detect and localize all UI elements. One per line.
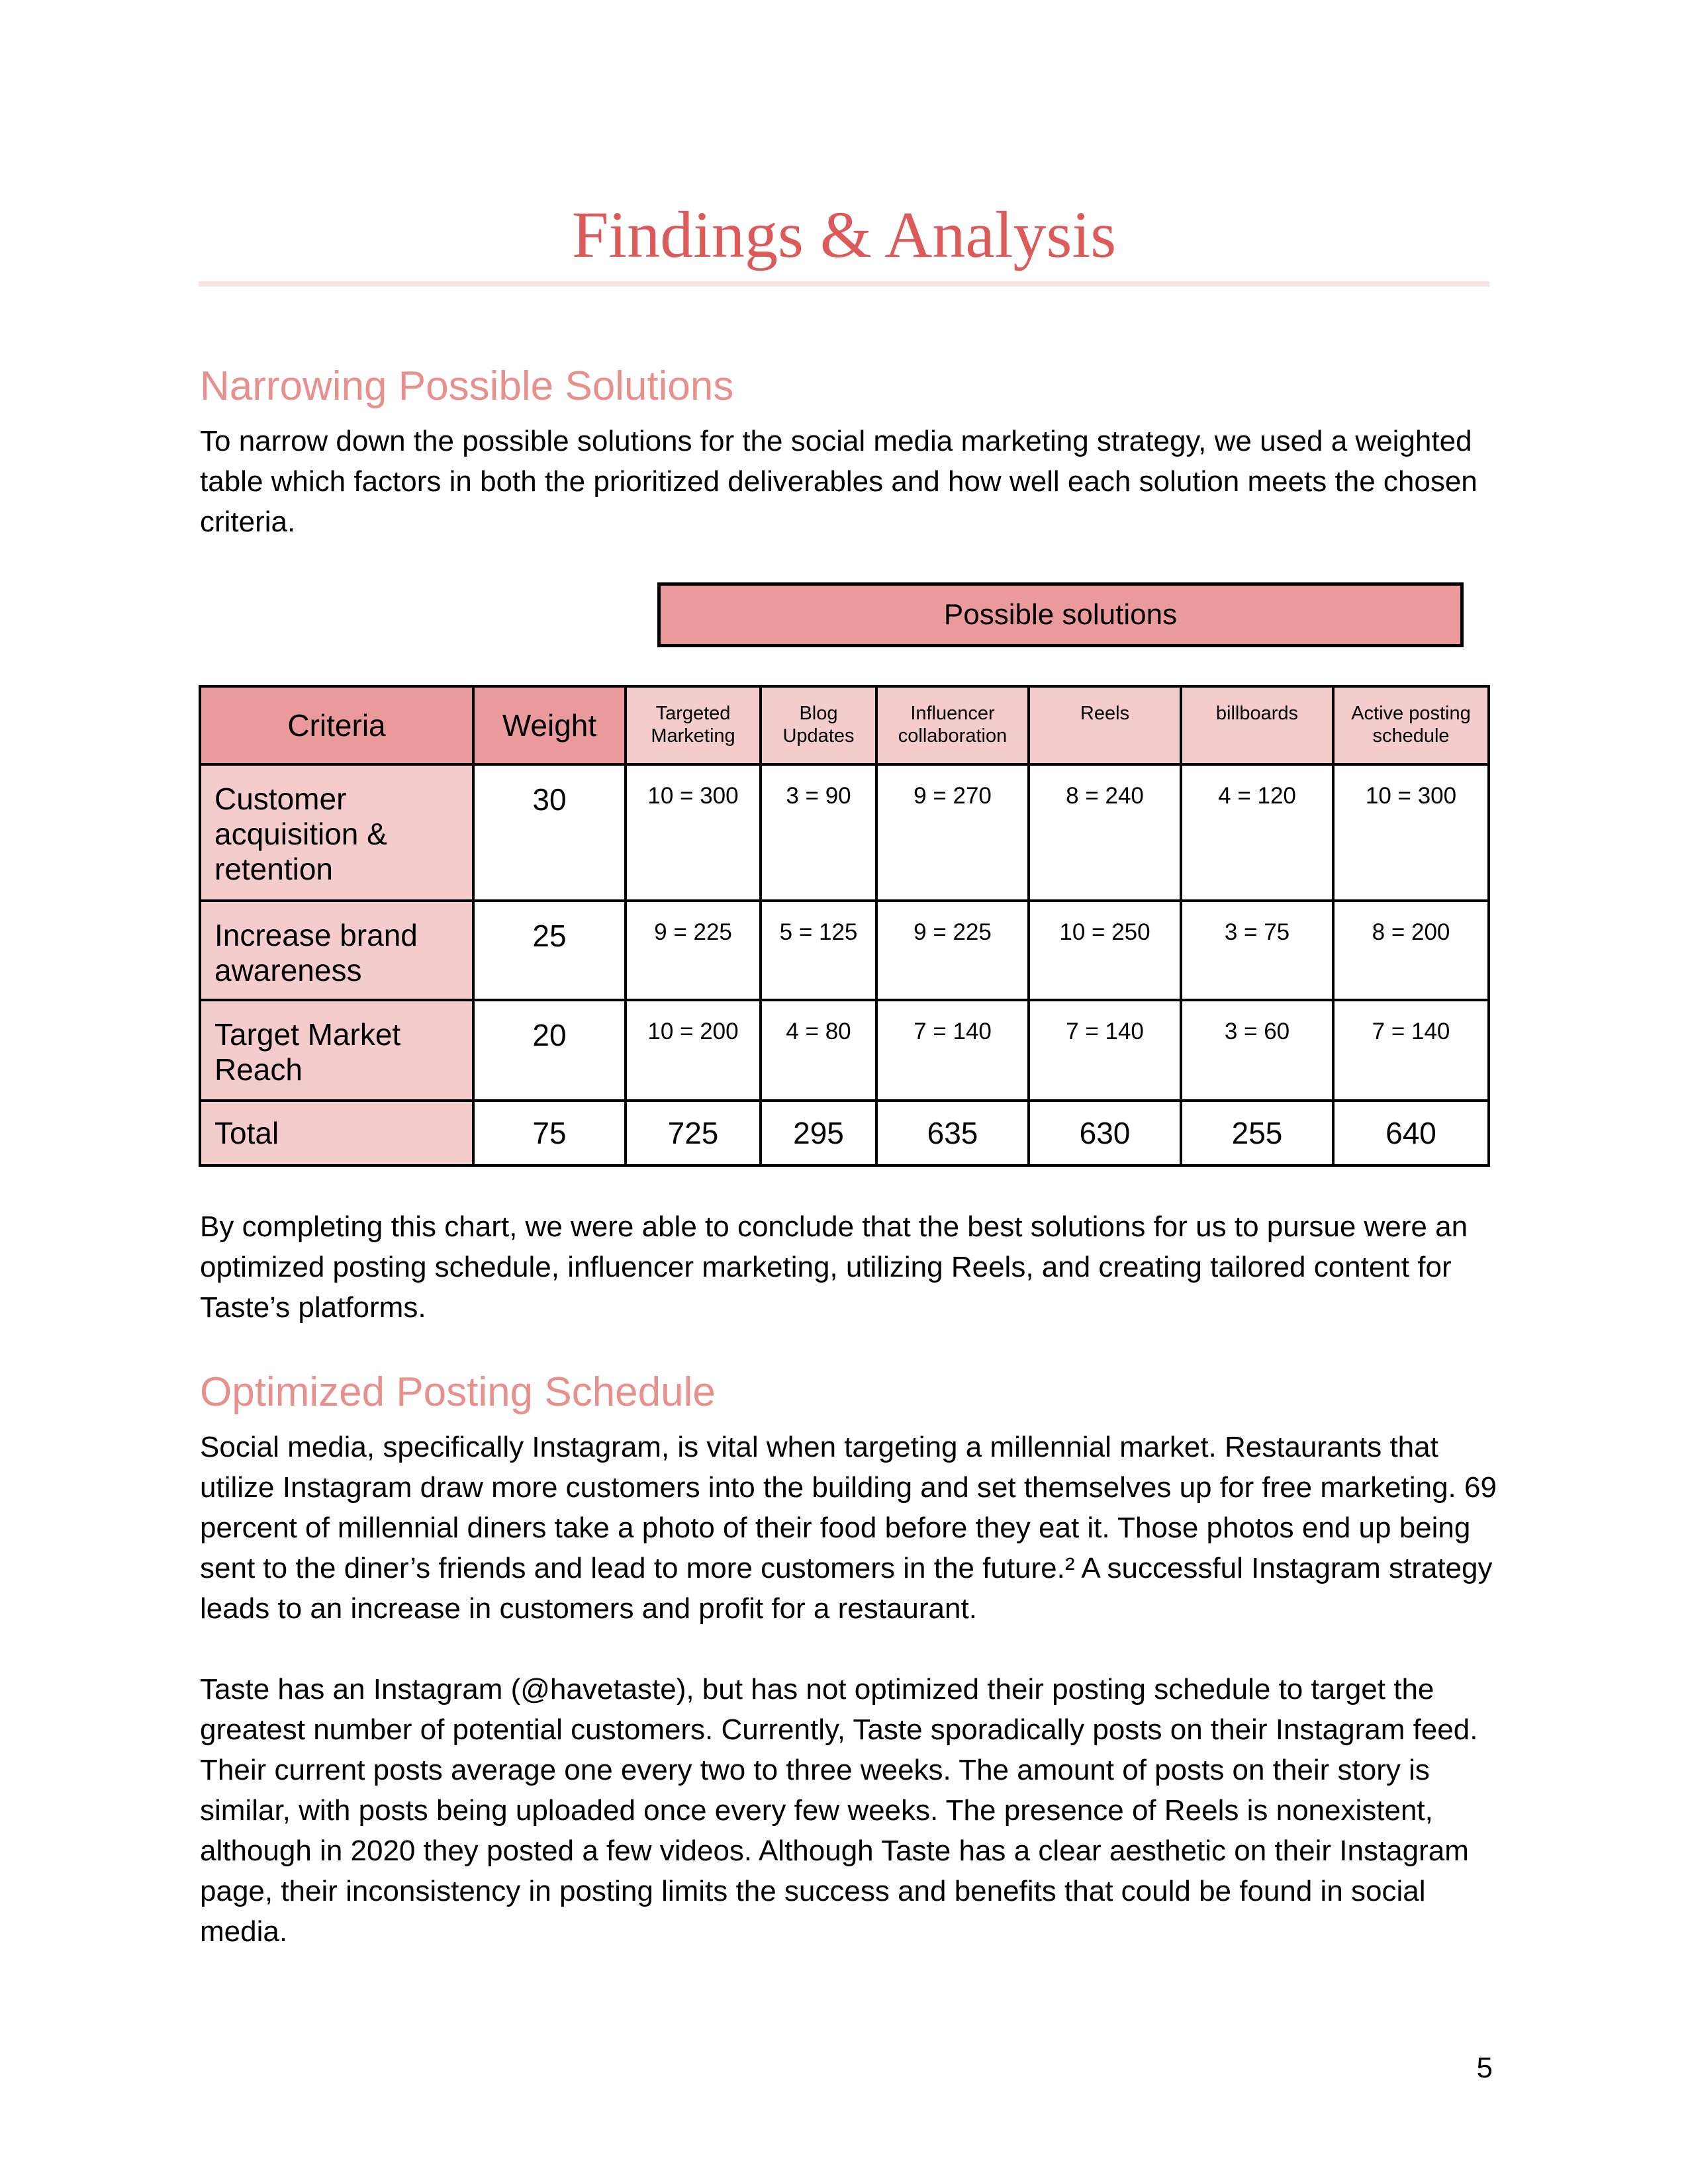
posting-schedule-paragraph-1: Social media, specifically Instagram, is vital when targeting a millennial market. Restaurants that utilize Instagram draw more customers into the building and set themselves up for free marketing. 69 percent of millennial diners take a photo of their food before they eat it. Those photos end up being sent to the diner’s friends and lead to more customers in the future.² A successful Instagram strategy leads to an increase in customers and profit for a restaurant. (200, 1431, 1497, 1625)
score-cell: 9 = 225 (876, 901, 1029, 1000)
score-cell: 4 = 120 (1181, 764, 1333, 901)
section-intro-paragraph: To narrow down the possible solutions for the social media marketing strategy, we used a weighted table which factors in both the prioritized deliverables and how well each solution meets the chosen criteria. (200, 425, 1477, 538)
solution-header: Reels (1029, 686, 1181, 764)
criteria-cell: Target Market Reach (200, 1000, 473, 1101)
total-value: 640 (1333, 1101, 1489, 1165)
solution-header: billboards (1181, 686, 1333, 764)
page-title: Findings & Analysis (571, 198, 1117, 271)
score-cell: 7 = 140 (1029, 1000, 1181, 1101)
total-value: 255 (1181, 1101, 1333, 1165)
section-heading-posting-schedule: Optimized Posting Schedule (200, 1369, 716, 1415)
weight-cell: 25 (473, 901, 626, 1000)
weighted-table (199, 685, 1490, 1167)
criteria-header: Criteria (200, 686, 473, 764)
possible-solutions-header: Possible solutions (657, 582, 1464, 647)
table-row (200, 1000, 1489, 1101)
criteria-cell: Customer acquisition & retention (200, 764, 473, 901)
score-cell: 3 = 90 (761, 764, 876, 901)
total-value: 295 (761, 1101, 876, 1165)
solution-header: Targeted Marketing (626, 686, 761, 764)
total-value: 725 (626, 1101, 761, 1165)
solution-header: Blog Updates (761, 686, 876, 764)
total-row (200, 1101, 1489, 1165)
criteria-cell: Increase brand awareness (200, 901, 473, 1000)
score-cell: 8 = 240 (1029, 764, 1181, 901)
table-row (200, 901, 1489, 1000)
score-cell: 10 = 300 (1333, 764, 1489, 901)
score-cell: 7 = 140 (1333, 1000, 1489, 1101)
total-value: 635 (876, 1101, 1029, 1165)
weight-cell: 30 (473, 764, 626, 901)
solution-header: Active posting schedule (1333, 686, 1489, 764)
page-number: 5 (1476, 2052, 1493, 2084)
score-cell: 3 = 75 (1181, 901, 1333, 1000)
score-cell: 3 = 60 (1181, 1000, 1333, 1101)
weight-cell: 20 (473, 1000, 626, 1101)
title-divider (199, 281, 1489, 287)
score-cell: 5 = 125 (761, 901, 876, 1000)
score-cell: 7 = 140 (876, 1000, 1029, 1101)
score-cell: 4 = 80 (761, 1000, 876, 1101)
weight-header: Weight (473, 686, 626, 764)
score-cell: 10 = 250 (1029, 901, 1181, 1000)
section-heading-narrowing: Narrowing Possible Solutions (200, 363, 734, 409)
conclusion-paragraph: By completing this chart, we were able to conclude that the best solutions for us to pursue were an optimized posting schedule, influencer marketing, utilizing Reels, and creating tailored content for Taste’s platforms. (200, 1210, 1468, 1324)
posting-schedule-paragraph-2: Taste has an Instagram (@havetaste), but has not optimized their posting schedule to target the greatest number of potential customers. Currently, Taste sporadically posts on their Instagram feed. Their current posts average one every two to three weeks. The amount of posts on their story is similar, with posts being uploaded once every few weeks. The presence of Reels is nonexistent, although in 2020 they posted a few videos. Although Taste has a clear aesthetic on their Instagram page, their inconsistency in posting limits the success and benefits that could be found in social media. (200, 1673, 1478, 1948)
score-cell: 10 = 200 (626, 1000, 761, 1101)
score-cell: 9 = 270 (876, 764, 1029, 901)
total-weight: 75 (473, 1101, 626, 1165)
score-cell: 8 = 200 (1333, 901, 1489, 1000)
score-cell: 9 = 225 (626, 901, 761, 1000)
table-header-row (200, 686, 1489, 764)
solution-header: Influencer collaboration (876, 686, 1029, 764)
total-label: Total (200, 1101, 473, 1165)
score-cell: 10 = 300 (626, 764, 761, 901)
total-value: 630 (1029, 1101, 1181, 1165)
table-row (200, 764, 1489, 901)
